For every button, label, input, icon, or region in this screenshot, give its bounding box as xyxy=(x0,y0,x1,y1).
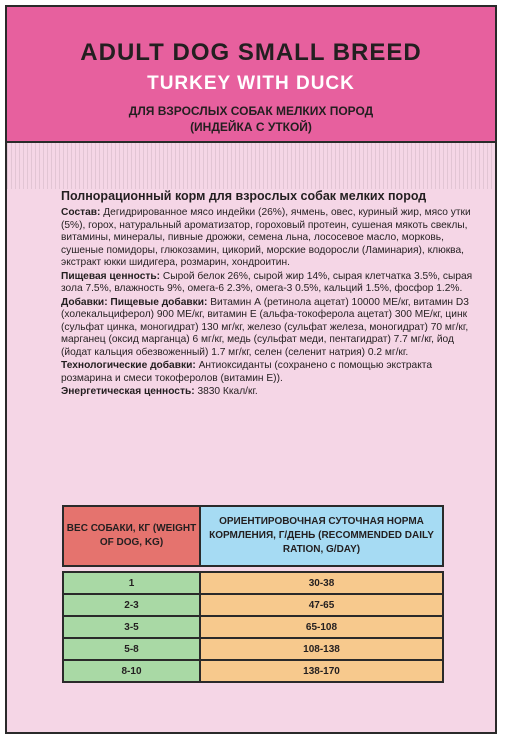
tech-additives-label: Технологические добавки: xyxy=(61,360,196,371)
table-header-row xyxy=(63,506,443,566)
russian-title: ДЛЯ ВЗРОСЛЫХ СОБАК МЕЛКИХ ПОРОД xyxy=(128,104,374,118)
composition-text: Дегидрированное мясо индейки (26%), ячмень, овес, куриный жир, мясо утки (5%), горох, натуральный ароматизатор, гороховый протеин, сушеная мякоть свеклы, витамины, минералы, пивные дрожжи, семена льна, лососевое масло, морковь, сушеные помидоры, глюкозамин, цикорий, морские водоросли (Ламинария), клюква, экстракт юкки шидигера, розмарин, хондроитин. xyxy=(61,207,471,268)
composition-label: Состав: xyxy=(61,207,101,218)
additives-label: Добавки: Пищевые добавки: xyxy=(61,296,208,308)
table-row xyxy=(63,616,443,638)
weight-cell: 8-10 xyxy=(63,660,200,682)
header-band xyxy=(7,7,495,143)
nutrition-label: Пищевая ценность: xyxy=(61,270,161,282)
feeding-table xyxy=(62,505,444,683)
ration-column-header: ОРИЕНТИРОВОЧНАЯ СУТОЧНАЯ НОРМА КОРМЛЕНИЯ, Г/ДЕНЬ (RECOMMENDED DAILY RATION, G/DAY) xyxy=(200,506,443,566)
product-title: ADULT DOG SMALL BREED xyxy=(80,39,422,66)
ration-cell: 65-108 xyxy=(200,616,443,638)
ration-cell: 108-138 xyxy=(200,638,443,660)
weight-cell: 2-3 xyxy=(63,594,200,616)
tech-additives-text: Антиоксиданты (сохранено с помощью экстракта розмарина и смеси токоферолов (витамин Е)). xyxy=(61,360,432,384)
additives-paragraph xyxy=(61,297,473,360)
description-heading: Полнорационный корм для взрослых собак мелких пород xyxy=(61,189,427,203)
ration-cell: 30-38 xyxy=(200,572,443,594)
table-row xyxy=(63,638,443,660)
nutrition-text: Сырой белок 26%, сырой жир 14%, сырая клетчатка 3.5%, сырая зола 7.5%, влажность 9%, омега-6 2.3%, омега-3 0.5%, кальций 1.5%, фосфор 1.2%. xyxy=(61,270,473,294)
russian-flavor: (ИНДЕЙКА С УТКОЙ) xyxy=(190,120,312,134)
weight-column-header: ВЕС СОБАКИ, КГ (WEIGHT OF DOG, KG) xyxy=(63,506,200,566)
decorative-hatching xyxy=(7,143,495,189)
product-description xyxy=(61,189,473,400)
table-row xyxy=(63,572,443,594)
additives-text: Витамин А (ретинола ацетат) 10000 МЕ/кг, витамин D3 (холекальциферол) 900 МЕ/кг, витамин Е (альфа-токоферола ацетат) 300 МЕ/кг, цинк (сульфат цинка, моногидрат) 130 мг/кг, железо (сульфат железа, моногидрат) 70 мг/кг, марганец (оксид марганца) 6 мг/кг, медь (сульфат меди, пентагидрат) 7.7 мг/кг, йод (йодат кальция обезвоженный) 1.7 мг/кг, селен (селенит натрия) 0.2 мг/кг. xyxy=(61,296,469,358)
energy-label: Энергетическая ценность: xyxy=(61,386,195,397)
nutrition-paragraph xyxy=(61,271,473,296)
table-row xyxy=(63,660,443,682)
weight-cell: 5-8 xyxy=(63,638,200,660)
composition-paragraph xyxy=(61,207,473,270)
ration-cell: 47-65 xyxy=(200,594,443,616)
product-flavor: TURKEY WITH DUCK xyxy=(147,73,355,94)
table-row xyxy=(63,594,443,616)
weight-cell: 3-5 xyxy=(63,616,200,638)
energy-text: 3830 Ккал/кг. xyxy=(194,386,258,397)
weight-cell: 1 xyxy=(63,572,200,594)
tech-additives-paragraph xyxy=(61,360,473,385)
ration-cell: 138-170 xyxy=(200,660,443,682)
energy-paragraph xyxy=(61,386,473,399)
